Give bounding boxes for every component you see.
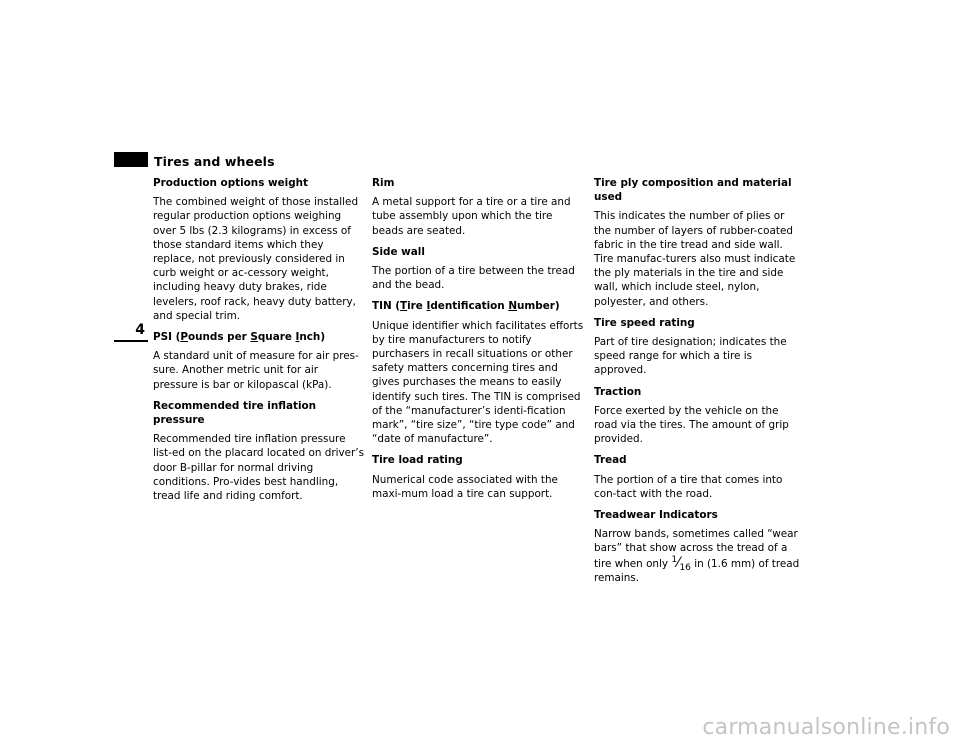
entry-term: Side wall: [372, 245, 425, 258]
column-3: [594, 176, 804, 592]
glossary-entry: [372, 299, 584, 446]
entry-term: Production options weight: [153, 177, 309, 189]
entry-definition: Force exerted by the vehicle on the road via the tires. The amount of grip provided.: [594, 404, 789, 446]
glossary-entry: [594, 508, 804, 585]
entry-definition: A metal support for a tire or a tire and tube assembly upon which the tire beads are seated.: [372, 196, 571, 237]
glossary-entry: [594, 316, 804, 378]
entry-definition: Part of tire designation; indicates the speed range for which a tire is approved.: [594, 336, 787, 377]
entry-definition: The portion of a tire between the tread and the bead.: [372, 265, 575, 292]
glossary-entry: [153, 176, 365, 323]
fraction: $^1⁄_{16}$: [671, 554, 691, 573]
entry-definition: Unique identifier which facilitates efforts by tire manufacturers to notify purchasers in recall situations or other safety matters concerning tires and gives purchases the means to easily identify such tires. The TIN is comprised of the “manufacturer’s identi-fication mark”, “tire size”, “tire type code” and “date of manufacture”.: [372, 319, 584, 446]
section-title: Tires and wheels: [154, 154, 275, 169]
entry-definition: Recommended tire inflation pressure list-ed on the placard located on driver’s door B-pillar for normal driving conditions. Pro-vides best handling, tread life and riding comfort.: [153, 433, 365, 503]
entry-definition: A standard unit of measure for air pres-sure. Another metric unit for air pressure is bar or kilopascal (kPa).: [153, 350, 359, 391]
column-1: [153, 176, 365, 510]
header-tab: [114, 152, 148, 167]
glossary-entry: [372, 453, 584, 501]
glossary-entry: [372, 245, 584, 293]
entry-term: Tire ply composition and material used: [594, 177, 792, 204]
glossary-entry: [594, 385, 804, 447]
watermark: carmanualsonline.info: [702, 715, 950, 740]
entry-term: Recommended tire inflation pressure: [153, 399, 317, 427]
entry-definition: Narrow bands, sometimes called “wear bars” that show across the tread of a tire when only $^1⁄_{16}$ in (1.6 mm) of tread remains.: [594, 528, 800, 584]
entry-term: Tire load rating: [372, 454, 463, 467]
entry-term: Traction: [594, 385, 642, 398]
entry-definition: Numerical code associated with the maxi-mum load a tire can support.: [372, 473, 558, 500]
entry-term: Rim: [372, 177, 395, 189]
glossary-entry: [594, 453, 804, 501]
chapter-tab: [114, 322, 148, 342]
entry-term: Tire speed rating: [594, 316, 695, 329]
glossary-entry: [594, 176, 804, 309]
glossary-entry: [153, 330, 365, 392]
entry-term: PSI (Pounds per Square Inch): [153, 331, 326, 344]
entry-definition: This indicates the number of plies or the number of layers of rubber-coated fabric in the tire tread and side wall. Tire manufac-turers also must indicate the ply materials in the tire and side wall, which include steel, nylon, polyester, and others.: [594, 210, 796, 308]
entry-term: Tread: [594, 454, 627, 467]
entry-term: Treadwear Indicators: [594, 509, 718, 522]
glossary-entry: [372, 176, 584, 238]
chapter-number: 4: [135, 322, 145, 338]
entry-term: TIN (Tire Identification Number): [372, 300, 560, 313]
column-2: [372, 176, 584, 508]
entry-definition: The portion of a tire that comes into con-tact with the road.: [594, 473, 783, 500]
glossary-entry: [153, 399, 365, 503]
entry-definition: The combined weight of those installed regular production options weighing over 5 lbs (2.3 kilograms) in excess of those standard items which they replace, not previously considered in curb weight or ac-cessory weight, including heavy duty brakes, ride levelers, roof rack, heavy duty battery, and special trim.: [153, 196, 359, 322]
